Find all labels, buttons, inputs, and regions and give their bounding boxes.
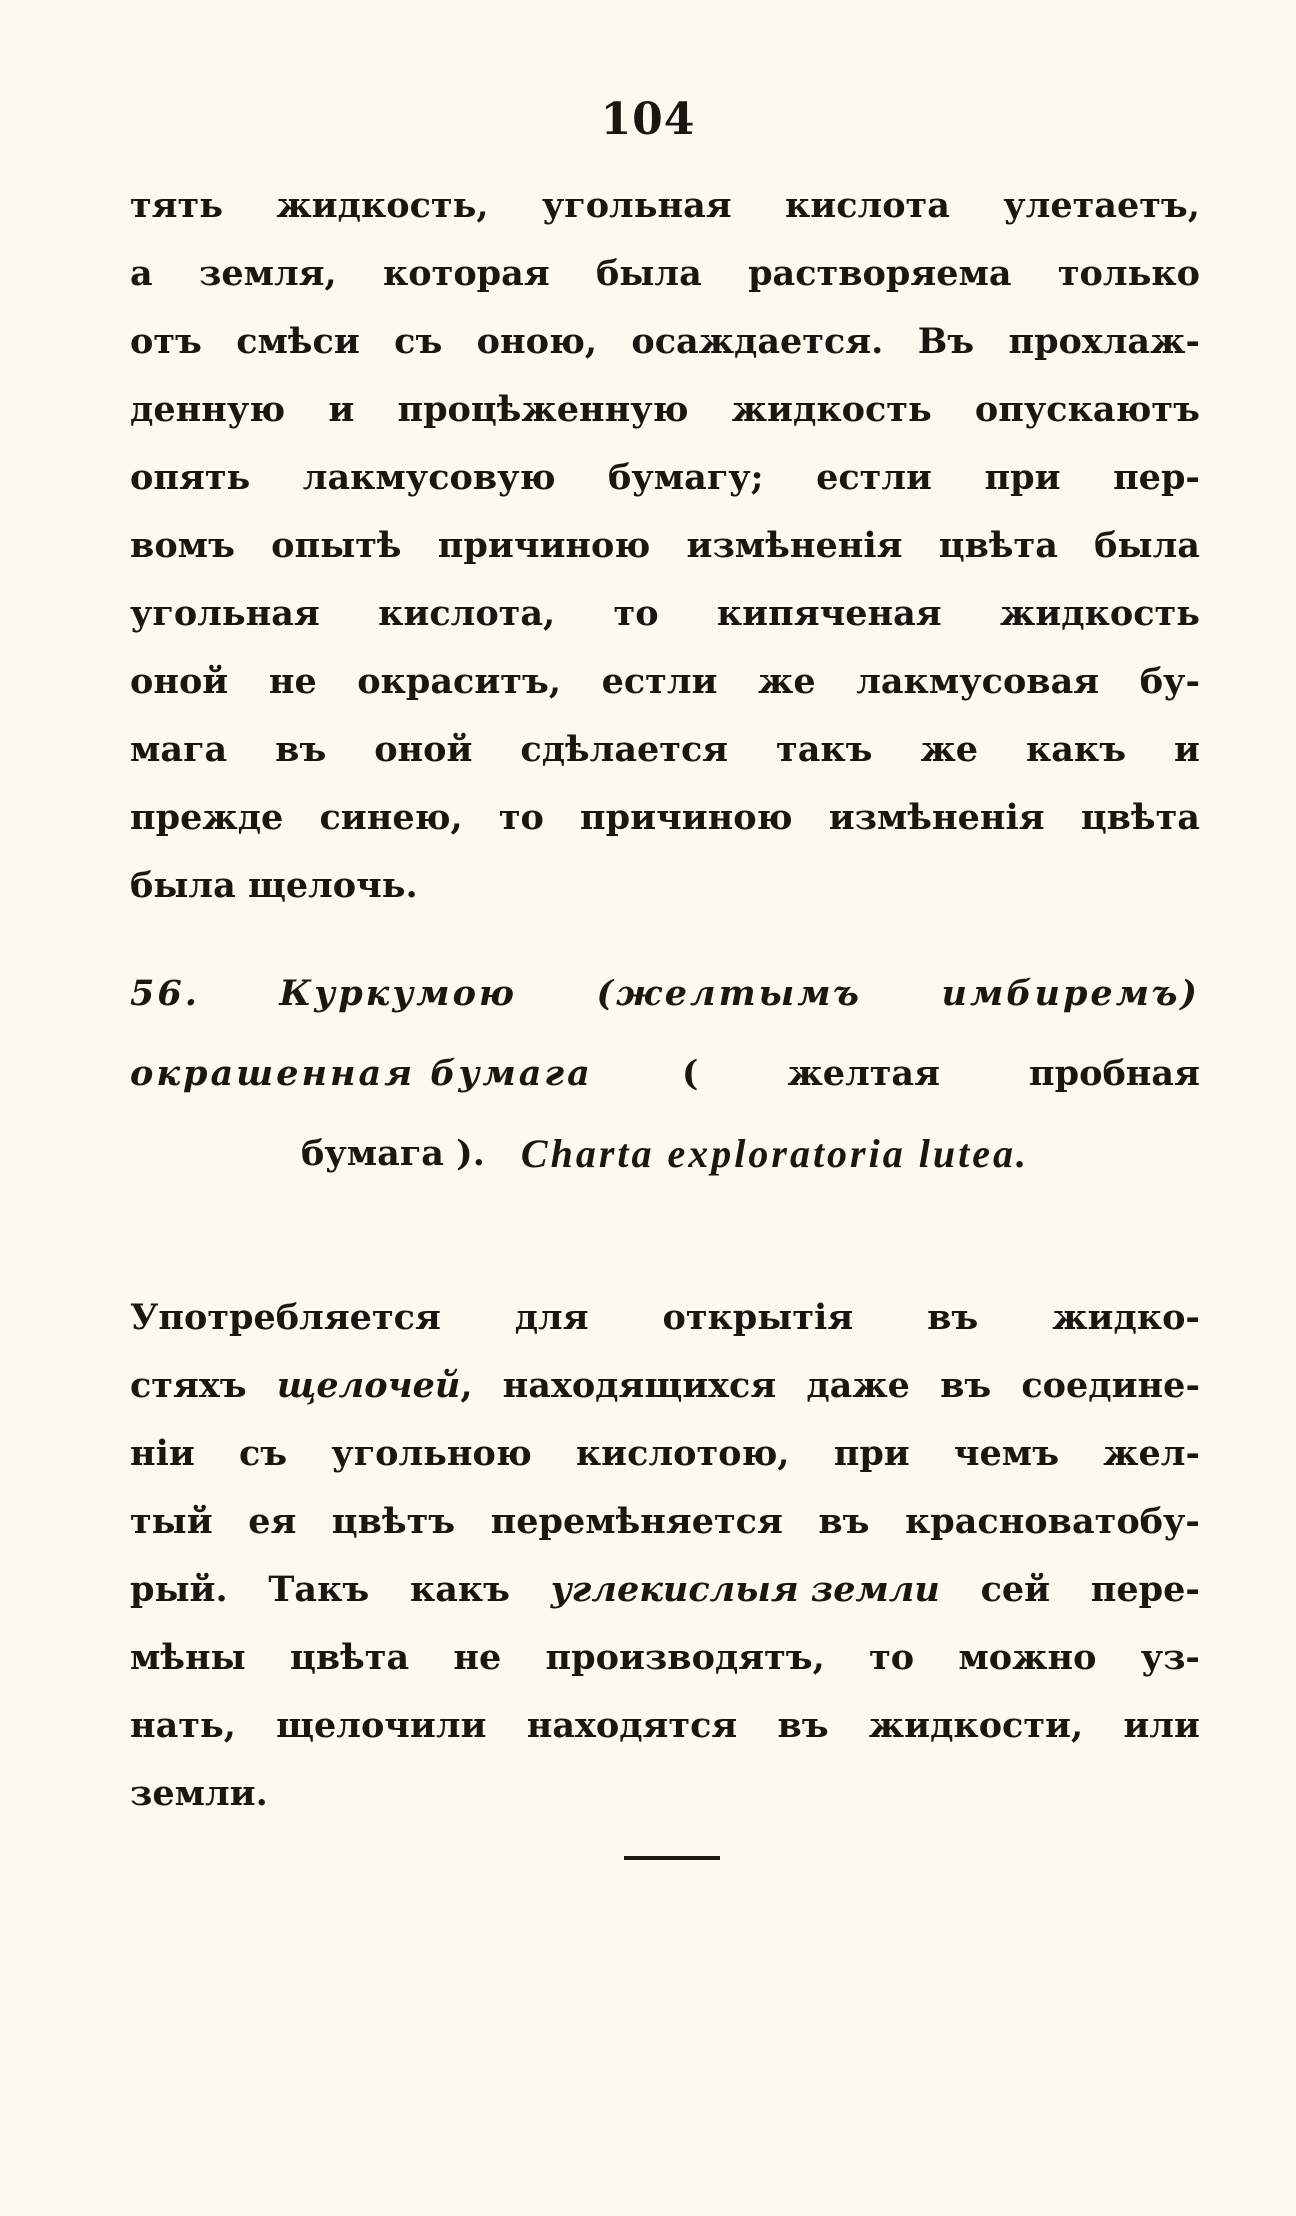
word: жидко- [1052, 1297, 1200, 1338]
word: перемѣняется [490, 1501, 783, 1542]
heading-line-1 [130, 954, 1200, 1034]
word: прежде [130, 797, 284, 838]
word: кислота, [378, 593, 556, 634]
word: оною, [476, 321, 598, 362]
word: и [1173, 729, 1200, 770]
text-line [130, 580, 1200, 648]
word: тый [130, 1501, 213, 1542]
page-number: 104 [600, 94, 696, 145]
word: углекислыя земли [550, 1569, 940, 1610]
word: производятъ, [545, 1637, 825, 1678]
word: въ [927, 1297, 979, 1338]
word: сей [980, 1569, 1051, 1610]
word: отъ [130, 321, 202, 362]
word: осаждается. [631, 321, 884, 362]
word: процѣженную [397, 389, 689, 430]
word: вомъ [130, 525, 235, 566]
word: денную [130, 389, 286, 430]
word: жидкости, [868, 1705, 1084, 1746]
closing-rule [624, 1856, 720, 1860]
word: измѣненія [686, 525, 903, 566]
word: мѣны [130, 1637, 246, 1678]
text-line [130, 1488, 1200, 1556]
word: растворяема [748, 253, 1012, 294]
heading-word: ( [681, 1053, 699, 1094]
word: оной [374, 729, 473, 770]
word: въ [818, 1501, 870, 1542]
word: жидкость [999, 593, 1200, 634]
word: цвѣтъ [331, 1501, 456, 1542]
word: находящихся [502, 1365, 777, 1406]
heading-word: имбиремъ) [941, 973, 1200, 1014]
word: Такъ [268, 1569, 370, 1610]
paragraph-2 [130, 1284, 1200, 1828]
text-line [130, 648, 1200, 716]
word: смѣси [236, 321, 360, 362]
text-line [130, 1352, 1200, 1420]
word: не [453, 1637, 502, 1678]
word: или [1123, 1705, 1200, 1746]
word: сдѣлается [520, 729, 729, 770]
text-line [130, 240, 1200, 308]
word: цвѣта [1080, 797, 1200, 838]
heading-word: бумага ). [301, 1133, 485, 1174]
word: съ [239, 1433, 288, 1474]
heading-line-3 [130, 1114, 1200, 1194]
word: угольная [541, 185, 732, 226]
word: а [130, 253, 153, 294]
text-line [130, 512, 1200, 580]
section-heading [130, 954, 1200, 1194]
word: находятся [526, 1705, 738, 1746]
word: угольная [130, 593, 320, 634]
word: только [1057, 253, 1200, 294]
word: въ [275, 729, 327, 770]
word: естли [601, 661, 718, 702]
word: земли. [130, 1773, 268, 1814]
word: соедине- [1021, 1365, 1200, 1406]
word: опытѣ [271, 525, 402, 566]
word: чемъ [953, 1433, 1060, 1474]
heading-word: 56. [130, 973, 200, 1014]
word: кислотою, [575, 1433, 790, 1474]
text-line [130, 852, 1200, 920]
word: же [920, 729, 979, 770]
word: Въ [917, 321, 975, 362]
text-line [130, 716, 1200, 784]
word: съ [394, 321, 443, 362]
text-line [130, 784, 1200, 852]
text-line [130, 1760, 1200, 1828]
word: пере- [1090, 1569, 1200, 1610]
heading-word: Куркумою [279, 973, 517, 1014]
word: щелочей, [276, 1365, 473, 1406]
heading-italic-phrase: окрашенная бумага [130, 1053, 593, 1094]
text-line [130, 308, 1200, 376]
word: улетаетъ, [1003, 185, 1200, 226]
word: какъ [1025, 729, 1127, 770]
word: оной [130, 661, 229, 702]
word: бумагу; [607, 457, 764, 498]
word: то [613, 593, 659, 634]
word: же [758, 661, 816, 702]
text-line [130, 1284, 1200, 1352]
word: бу- [1139, 661, 1200, 702]
word: уз- [1140, 1637, 1200, 1678]
word: кислота [784, 185, 950, 226]
word: причиною [580, 797, 793, 838]
word: опускаютъ [974, 389, 1200, 430]
word: которая [383, 253, 550, 294]
word: окраситъ, [357, 661, 562, 702]
word: причиною [437, 525, 651, 566]
word: жидкость [731, 389, 932, 430]
word: пер- [1113, 457, 1200, 498]
text-line [130, 172, 1200, 240]
word: мага [130, 729, 228, 770]
word: въ [940, 1365, 992, 1406]
heading-word: желтая [787, 1053, 940, 1094]
text-line [130, 1624, 1200, 1692]
word: даже [806, 1365, 910, 1406]
word: рый. [130, 1569, 228, 1610]
word: такъ [776, 729, 873, 770]
word: земля, [198, 253, 337, 294]
word: нать, [130, 1705, 236, 1746]
word: ея [248, 1501, 297, 1542]
word: опять [130, 457, 251, 498]
word: синею, [319, 797, 463, 838]
word: кипяченая [716, 593, 942, 634]
word: красноватобу- [904, 1501, 1200, 1542]
paragraph-1 [130, 172, 1200, 920]
word: жидкость, [276, 185, 489, 226]
heading-word: пробная [1029, 1053, 1200, 1094]
word: не [268, 661, 317, 702]
word: измѣненія [828, 797, 1045, 838]
heading-line-2 [130, 1034, 1200, 1114]
heading-word: (желтымъ [596, 973, 862, 1014]
word: стяхъ [130, 1365, 247, 1406]
text-line [130, 444, 1200, 512]
text-line [130, 1420, 1200, 1488]
word: и [328, 389, 355, 430]
word: для [514, 1297, 589, 1338]
word: была [595, 253, 702, 294]
text-line [130, 1556, 1200, 1624]
word: то [869, 1637, 915, 1678]
word: щелочили [276, 1705, 487, 1746]
word: ніи [130, 1433, 195, 1474]
word: тять [130, 185, 223, 226]
word: лакмусовая [856, 661, 1100, 702]
text-line [130, 1692, 1200, 1760]
word: можно [958, 1637, 1097, 1678]
word: цвѣта [289, 1637, 410, 1678]
word: при [984, 457, 1061, 498]
word: прохлаж- [1008, 321, 1200, 362]
word: жел- [1103, 1433, 1200, 1474]
word: въ [777, 1705, 829, 1746]
word: то [498, 797, 544, 838]
word: открытія [662, 1297, 854, 1338]
latin-name: Charta exploratoria lutea. [520, 1131, 1029, 1176]
word: при [833, 1433, 910, 1474]
text-line [130, 376, 1200, 444]
word: естли [816, 457, 932, 498]
word: угольною [331, 1433, 532, 1474]
word: лакмусовую [302, 457, 556, 498]
word: какъ [409, 1569, 511, 1610]
word: цвѣта [938, 525, 1058, 566]
word: была щелочь. [130, 865, 418, 906]
word: Употребляется [130, 1297, 441, 1338]
word: была [1094, 525, 1200, 566]
